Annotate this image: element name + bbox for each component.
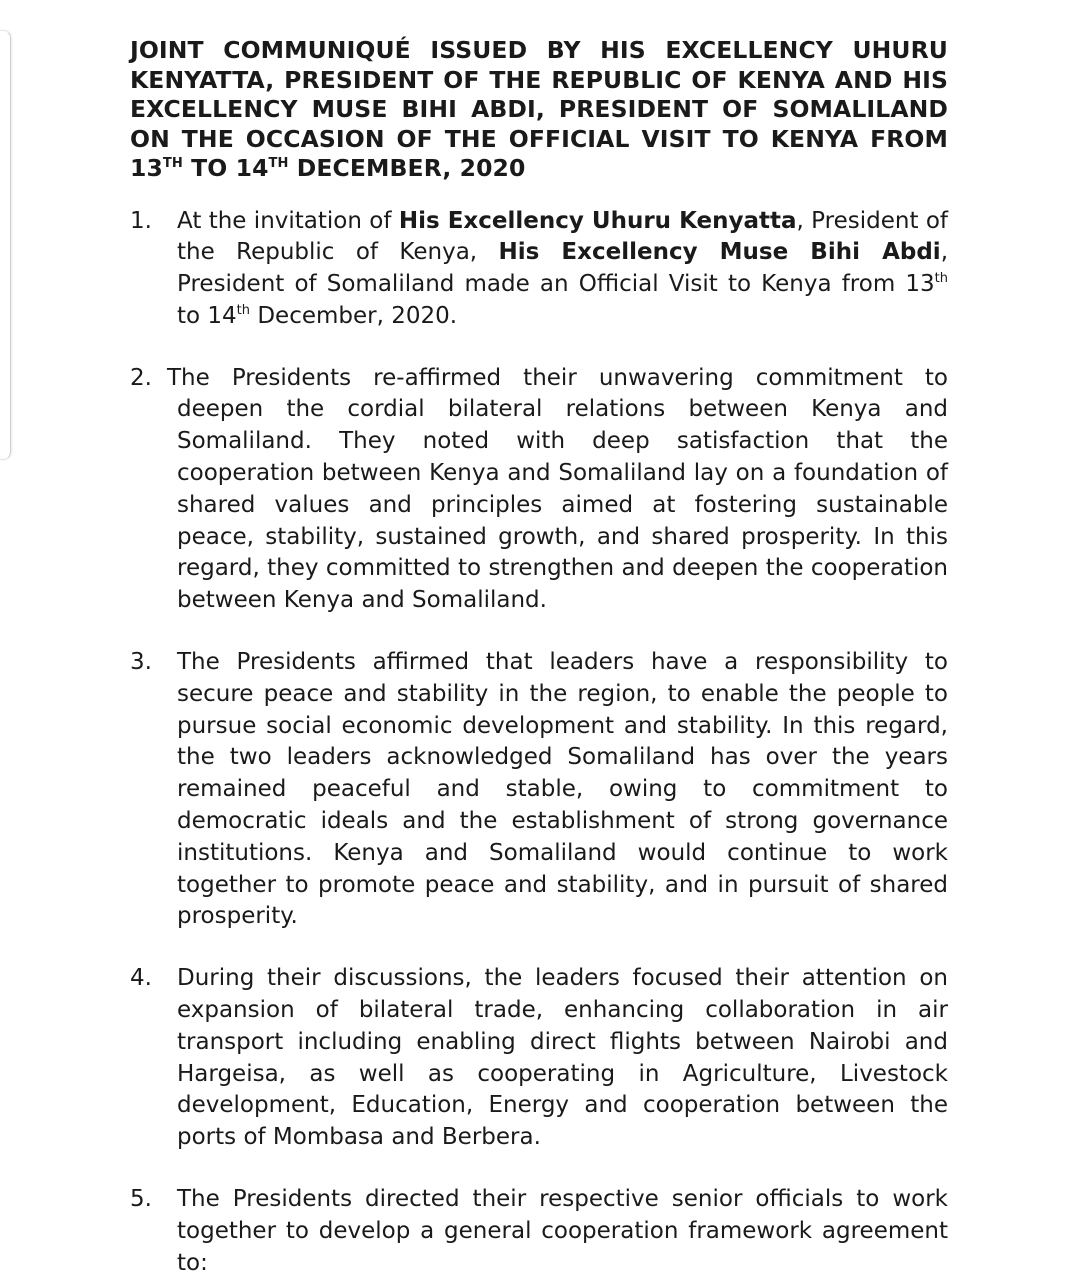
paragraph-text: The Presidents affirmed that leaders have a responsibility to secure peace and stability in the region, to enable the people to pursue social economic development and stability. In this regard, the two leaders acknowledged Somaliland has over the years remained peaceful and stable, owing to commitment to democratic ideals and the establishment of strong governance institutions. Kenya and Somaliland would continue to work together to promote peace and stability, and in pursuit of shared prosperity. bbox=[177, 649, 948, 930]
paragraph-number: 2. bbox=[130, 364, 152, 391]
bold-name: His Excellency Uhuru Kenyatta bbox=[398, 207, 797, 234]
paragraph-text: The Presidents re-affirmed their unwavering commitment to deepen the cordial bilateral relations between Kenya and Somaliland. They noted with deep satisfaction that the cooperation between Kenya and Somaliland lay on a foundation of shared values and principles aimed at fostering sustainable peace, stability, sustained growth, and shared prosperity. In this regard, they committed to strengthen and deepen the cooperation between Kenya and Somaliland. bbox=[167, 364, 948, 614]
paragraph-number: 4. bbox=[130, 965, 152, 992]
paragraph-text: The Presidents directed their respective senior officials to work together to develop a general cooperation framework agreement to: bbox=[177, 1186, 948, 1276]
paragraph-3 bbox=[130, 647, 948, 933]
title-text: DECEMBER, 2020 bbox=[288, 154, 526, 182]
title-superscript: TH bbox=[162, 156, 183, 171]
paragraph-number: 5. bbox=[130, 1186, 152, 1213]
title-text: TO 14 bbox=[182, 154, 269, 182]
paragraph-4 bbox=[130, 963, 948, 1154]
paragraph-text: During their discussions, the leaders focused their attention on expansion of bilateral trade, enhancing collaboration in air transport including enabling direct flights between Nairobi and Hargeisa, as well as cooperating in Agriculture, Livestock development, Education, Energy and cooperation between the ports of Mombasa and Berbera. bbox=[177, 965, 948, 1151]
paragraph-text: At the invitation of His Excellency Uhuru Kenyatta, President of the Republic of Kenya, His Excellency Muse Bihi Abdi, President of Somaliland made an Official Visit to Kenya from 13th to 14th December, 2020. bbox=[177, 207, 948, 329]
paragraph-1 bbox=[130, 206, 948, 333]
title-superscript: TH bbox=[268, 156, 289, 171]
paragraph-number: 1. bbox=[130, 207, 152, 234]
bold-name: His Excellency Muse Bihi Abdi bbox=[498, 239, 941, 266]
document-body bbox=[130, 36, 948, 1279]
paragraph-5 bbox=[130, 1184, 948, 1279]
communique-title bbox=[130, 36, 948, 184]
paragraph-2 bbox=[130, 363, 948, 617]
title-text: JOINT COMMUNIQUÉ ISSUED BY HIS EXCELLENCY UHURU KENYATTA, PRESIDENT OF THE REPUBLIC OF KENYA AND HIS EXCELLENCY MUSE BIHI ABDI, PRESIDENT OF SOMALILAND ON THE OCCASION OF THE OFFICIAL VISIT TO KENYA FROM 13 bbox=[130, 36, 948, 182]
page-edge bbox=[0, 30, 11, 460]
paragraph-number: 3. bbox=[130, 649, 152, 676]
